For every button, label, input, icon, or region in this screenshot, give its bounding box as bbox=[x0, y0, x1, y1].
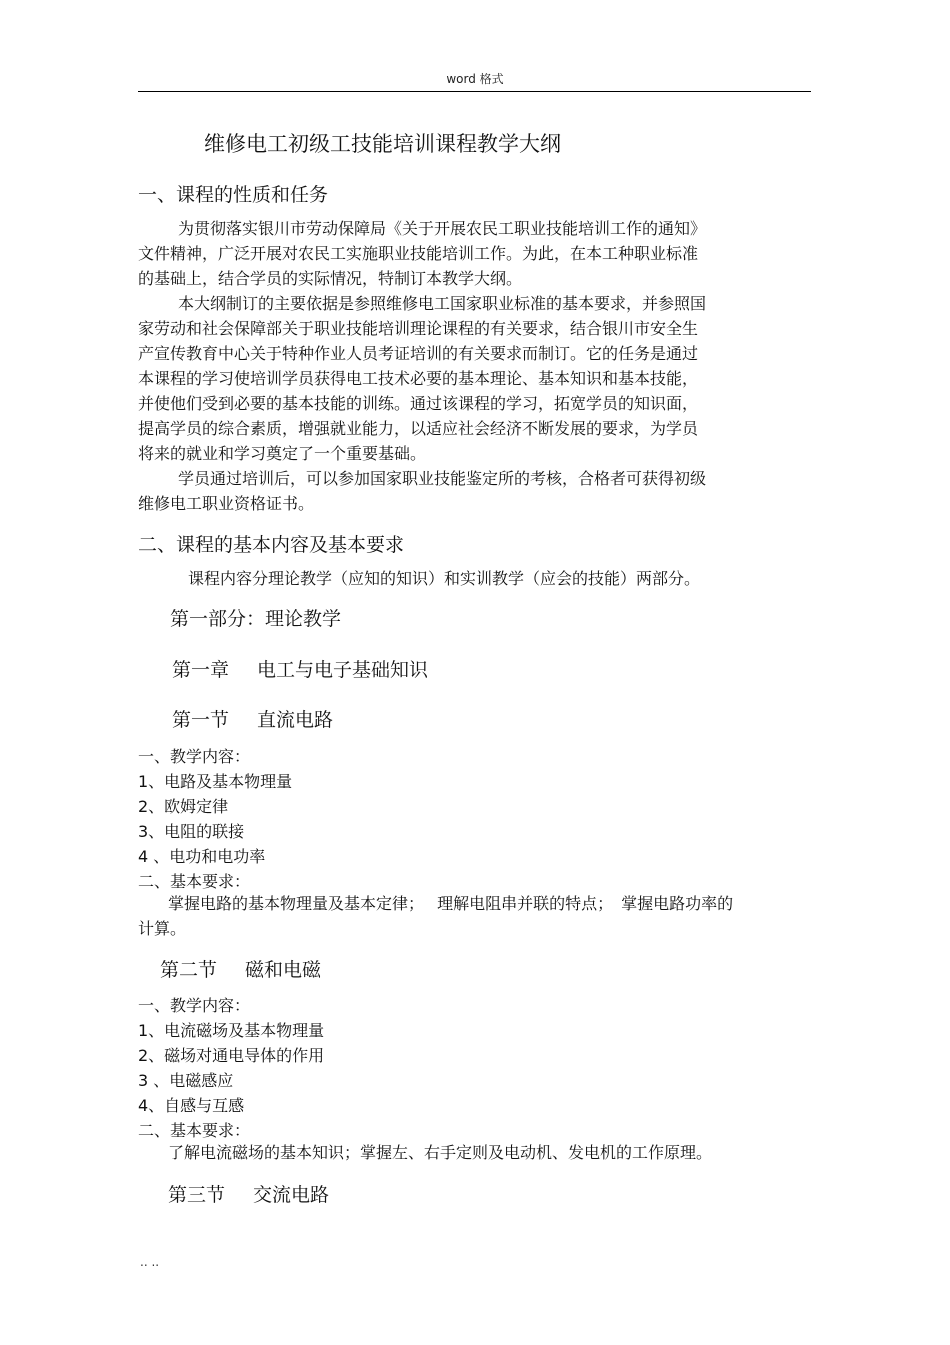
requirements-label: 二、基本要求： bbox=[138, 1121, 251, 1140]
header-rule bbox=[138, 91, 811, 92]
requirements-line: 计算。 bbox=[138, 919, 187, 938]
section-name: 直流电路 bbox=[257, 709, 334, 731]
section-2-heading bbox=[160, 955, 321, 982]
section-name: 交流电路 bbox=[253, 1184, 330, 1206]
section-number: 第二节 bbox=[160, 959, 218, 981]
list-item: 3 、电磁感应 bbox=[138, 1071, 234, 1090]
section-number: 第一节 bbox=[172, 709, 230, 731]
paragraph-line: 提高学员的综合素质，增强就业能力，以适应社会经济不断发展的要求，为学员 bbox=[138, 419, 699, 438]
paragraph-line: 产宣传教育中心关于特种作业人员考证培训的有关要求而制订。它的任务是通过 bbox=[138, 344, 699, 363]
chapter-number: 第一章 bbox=[172, 659, 230, 681]
paragraph-line: 本课程的学习使培训学员获得电工技术必要的基本理论、基本知识和基本技能， bbox=[138, 369, 699, 388]
list-item: 3、电阻的联接 bbox=[138, 822, 245, 841]
list-item: 2、欧姆定律 bbox=[138, 797, 229, 816]
paragraph-line: 的基础上，结合学员的实际情况，特制订本教学大纲。 bbox=[138, 269, 523, 288]
section-heading-2: 二、课程的基本内容及基本要求 bbox=[138, 534, 405, 556]
paragraph-line: 家劳动和社会保障部关于职业技能培训理论课程的有关要求，结合银川市安全生 bbox=[138, 319, 699, 338]
paragraph-line: 课程内容分理论教学（应知的知识）和实训教学（应会的技能）两部分。 bbox=[188, 569, 701, 588]
list-item: 1、电流磁场及基本物理量 bbox=[138, 1021, 325, 1040]
list-item: 1、电路及基本物理量 bbox=[138, 772, 293, 791]
section-name: 磁和电磁 bbox=[245, 959, 322, 981]
section-number: 第三节 bbox=[168, 1184, 226, 1206]
list-item: 4、自感与互感 bbox=[138, 1096, 245, 1115]
paragraph-line: 并使他们受到必要的基本技能的训练。通过该课程的学习，拓宽学员的知识面， bbox=[138, 394, 699, 413]
content-label: 一、教学内容： bbox=[138, 996, 251, 1015]
content-label: 一、教学内容： bbox=[138, 747, 251, 766]
section-heading-1: 一、课程的性质和任务 bbox=[138, 184, 329, 206]
document-title: 维修电工初级工技能培训课程教学大纲 bbox=[204, 132, 561, 156]
paragraph-line: 文件精神，广泛开展对农民工实施职业技能培训工作。为此，在本工种职业标准 bbox=[138, 244, 699, 263]
page-footer: .. .. bbox=[140, 1255, 160, 1269]
paragraph-line: 学员通过培训后，可以参加国家职业技能鉴定所的考核，合格者可获得初级 bbox=[178, 469, 707, 488]
section-1-heading bbox=[172, 705, 333, 732]
list-item: 2、磁场对通电导体的作用 bbox=[138, 1046, 325, 1065]
chapter-heading bbox=[172, 655, 428, 682]
paragraph-line: 本大纲制订的主要依据是参照维修电工国家职业标准的基本要求，并参照国 bbox=[178, 294, 707, 313]
part-heading: 第一部分：理论教学 bbox=[170, 608, 342, 630]
requirements-line: 掌握电路的基本物理量及基本定律； 理解电阻串并联的特点； 掌握电路功率的 bbox=[168, 894, 734, 913]
page-header: word 格式 bbox=[446, 72, 504, 86]
list-item: 4 、电功和电功率 bbox=[138, 847, 266, 866]
requirements-label: 二、基本要求： bbox=[138, 872, 251, 891]
paragraph-line: 为贯彻落实银川市劳动保障局《关于开展农民工职业技能培训工作的通知》 bbox=[178, 219, 707, 238]
section-3-heading bbox=[168, 1180, 329, 1207]
paragraph-line: 维修电工职业资格证书。 bbox=[138, 494, 315, 513]
chapter-name: 电工与电子基础知识 bbox=[257, 659, 429, 681]
requirements-line: 了解电流磁场的基本知识；掌握左、右手定则及电动机、发电机的工作原理。 bbox=[168, 1143, 713, 1162]
paragraph-line: 将来的就业和学习奠定了一个重要基础。 bbox=[138, 444, 427, 463]
